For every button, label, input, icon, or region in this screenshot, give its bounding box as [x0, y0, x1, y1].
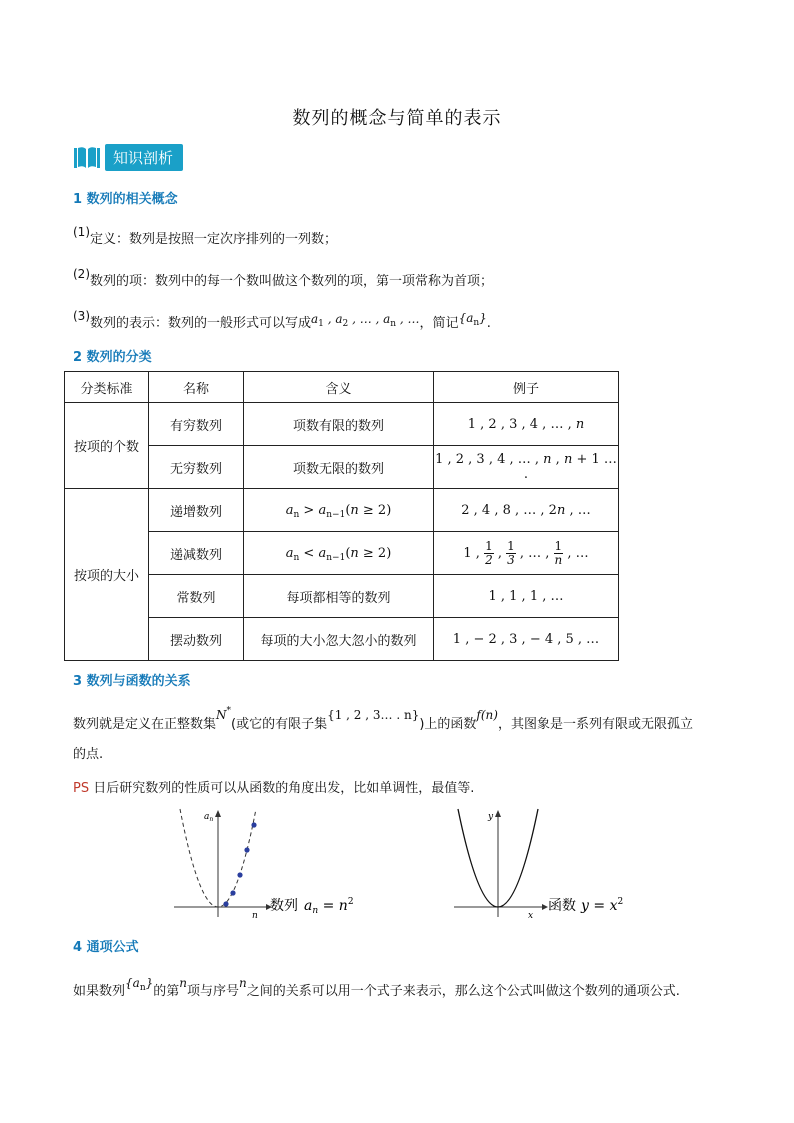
section-banner	[73, 144, 183, 171]
heading-function-relation: 3 数列与函数的关系	[73, 674, 191, 689]
ps-note	[73, 777, 474, 796]
item-term	[73, 267, 494, 289]
heading-classification: 2 数列的分类	[73, 350, 152, 365]
item-text: 数列的表示：数列的一般形式可以写成	[90, 316, 312, 331]
banner-label: 知识剖析	[105, 144, 183, 171]
ps-text: 日后研究数列的性质可以从函数的角度出发，比如单调性，最值等.	[89, 781, 475, 796]
item-representation	[73, 309, 491, 331]
page-title: 数列的概念与简单的表示	[292, 108, 502, 129]
meaning-formula-decreasing: $a_n < a_{n-1}(n \ge 2)$	[244, 532, 434, 575]
meaning-cell: 项数无限的数列	[244, 446, 434, 489]
header-cell: 名称	[149, 372, 244, 403]
name-cell: 递减数列	[149, 532, 244, 575]
text: 之间的关系可以用一个式子来表示，那么这个公式叫做这个数列的通项公式.	[246, 984, 680, 999]
table-row	[65, 489, 619, 532]
table-row	[65, 446, 619, 489]
positive-integers-symbol: N*	[216, 706, 232, 722]
name-cell: 常数列	[149, 575, 244, 618]
name-cell: 有穷数列	[149, 403, 244, 446]
name-cell: 摆动数列	[149, 618, 244, 661]
text: 项与序号	[187, 984, 240, 999]
relation-paragraph-end: 的点.	[73, 747, 104, 762]
function-graph	[450, 805, 635, 920]
item-definition	[73, 225, 338, 247]
text: 如果数列	[73, 984, 126, 999]
text: (或它的有限子集	[231, 717, 328, 732]
sequence-formula: $a_n = n^2$	[304, 897, 354, 916]
graph-label: 数列	[270, 898, 298, 914]
function-symbol: f(n)	[476, 708, 498, 722]
item-text: ，简记	[419, 316, 459, 331]
item-number: (3)	[73, 309, 90, 323]
brief-notation-formula: $\{a_n\}$	[458, 311, 487, 328]
text: )上的函数	[419, 717, 477, 732]
table-row	[65, 532, 619, 575]
table-row	[65, 575, 619, 618]
y-axis-label: y	[488, 812, 494, 822]
y-axis-arrow	[495, 810, 501, 817]
table-header-row	[65, 372, 619, 403]
example-cell: 1 , − 2 , 3 , − 4 , 5 , …	[434, 618, 619, 661]
heading-general-term: 4 通项公式	[73, 940, 139, 955]
classification-table	[64, 371, 619, 661]
meaning-formula-increasing: $a_n > a_{n-1}(n \ge 2)$	[244, 489, 434, 532]
graph-label: 函数	[548, 898, 576, 914]
table-row	[65, 618, 619, 661]
item-text: 数列的项：数列中的每一个数叫做这个数列的项，第一项常称为首项；	[90, 274, 494, 289]
item-text: 定义：数列是按照一定次序排列的一列数；	[90, 232, 338, 247]
example-cell: 1 , 2 , 3 , 4 , … , n	[434, 403, 619, 446]
header-cell: 分类标准	[65, 372, 149, 403]
text: 数列就是定义在正整数集	[73, 717, 217, 732]
sequence-point	[237, 872, 242, 877]
group-cell: 按项的大小	[65, 489, 149, 661]
subset-formula: {1 , 2 , 3… . n}	[327, 708, 420, 722]
book-icon	[73, 145, 101, 171]
x-axis-label: n	[252, 911, 258, 920]
ps-tag: PS	[73, 781, 90, 796]
sequence-point	[251, 822, 256, 827]
general-term-paragraph	[73, 976, 680, 999]
sequence-point	[244, 847, 249, 852]
example-cell: 1 , 2 , 3 , 4 , … , n , n + 1 … .	[434, 446, 619, 489]
item-text: .	[486, 316, 491, 331]
function-formula: $y = x^2$	[581, 897, 624, 914]
sequence-point	[223, 901, 228, 906]
y-axis-label: $a_n$	[204, 812, 214, 823]
item-number: (2)	[73, 267, 90, 281]
meaning-cell: 每项的大小忽大忽小的数列	[244, 618, 434, 661]
name-cell: 无穷数列	[149, 446, 244, 489]
example-cell: 1 , $\frac{1}{2}$ , $\frac{1}{3}$ , … , $\frac{1}{n}$ , …	[434, 532, 619, 575]
meaning-cell: 每项都相等的数列	[244, 575, 434, 618]
general-form-formula: $a_1$ , $a_2$ , … , $a_n$ , …	[311, 312, 420, 329]
table-row	[65, 403, 619, 446]
sequence-graph	[170, 805, 370, 920]
meaning-cell: 项数有限的数列	[244, 403, 434, 446]
sequence-notation: $\{a_n\}$	[125, 976, 154, 993]
n-symbol: n	[239, 976, 247, 990]
example-cell: 2 , 4 , 8 , … , 2n , …	[434, 489, 619, 532]
n-symbol: n	[179, 976, 187, 990]
sequence-point	[230, 890, 235, 895]
group-cell: 按项的个数	[65, 403, 149, 489]
example-cell: 1 , 1 , 1 , …	[434, 575, 619, 618]
heading-concepts: 1 数列的相关概念	[73, 192, 178, 207]
item-number: (1)	[73, 225, 90, 239]
text: ，其图象是一系列有限或无限孤立	[497, 717, 693, 732]
name-cell: 递增数列	[149, 489, 244, 532]
x-axis-label: x	[528, 911, 534, 920]
header-cell: 含义	[244, 372, 434, 403]
header-cell: 例子	[434, 372, 619, 403]
text: 的第	[153, 984, 180, 999]
y-axis-arrow	[215, 810, 221, 817]
relation-paragraph	[73, 706, 693, 732]
